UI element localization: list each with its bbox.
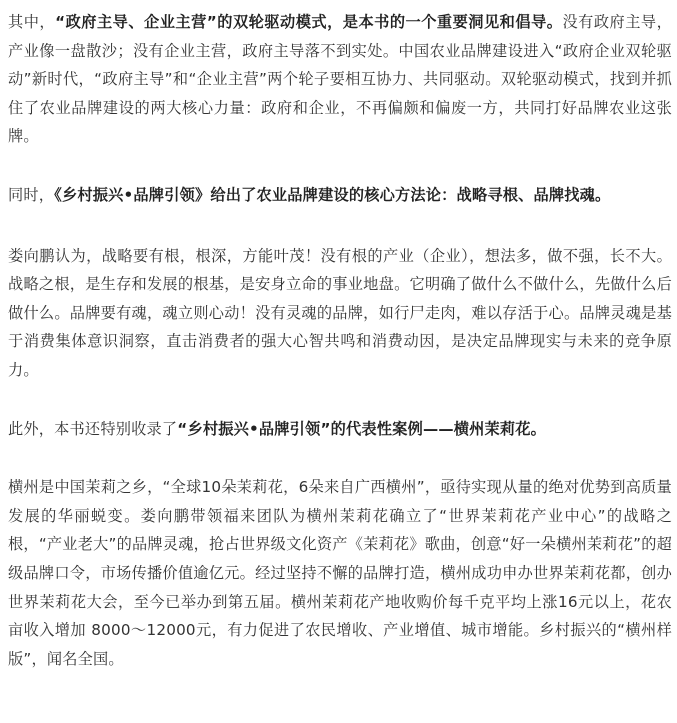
bold-highlight: 《乡村振兴•品牌引领》给出了农业品牌建设的核心方法论：战略寻根、品牌找魂。	[54, 185, 611, 204]
article-body	[8, 8, 672, 673]
paragraph-case-intro	[8, 415, 672, 444]
paragraph-text: 横州是中国茉莉之乡，“全球10朵茉莉花，6朵来自广西横州”，亟待实现从量的绝对优势到高质量发展的华丽蜕变。娄向鹏带领福来团队为横州茉莉花确立了“世界茉莉花产业中心”的战略之根，“产业老大”的品牌灵魂，抢占世界级文化资产《茉莉花》歌曲，创意“好一朵横州茉莉花”的超级品牌口令，市场传播价值逾亿元。经过坚持不懈的品牌打造，横州成功申办世界茉莉花都，创办世界茉莉花大会，至今已举办到第五届。横州茉莉花产地收购价每千克平均上涨16元以上，花农亩收入增加 8000～12000元，有力促进了农民增收、产业增值、城市增能。乡村振兴的“横州样版”，闻名全国。	[8, 478, 672, 668]
paragraph-prefix: 此外，本书还特别收录了	[8, 419, 178, 438]
paragraph-prefix: 其中，	[8, 13, 56, 31]
paragraph-prefix: 同时，	[8, 185, 55, 204]
paragraph-text: 没有政府主导，产业像一盘散沙；没有企业主营，政府主导落不到实处。中国农业品牌建设进入“政府企业双轮驱动”新时代，“政府主导”和“企业主营”两个轮子要相互协力、共同驱动。双轮驱动模式，找到并抓住了农业品牌建设的两大核心力量：政府和企业，不再偏颇和偏废一方，共同打好品牌农业这张牌。	[8, 13, 672, 146]
paragraph-methodology	[8, 181, 672, 210]
paragraph-hengzhou-case	[8, 473, 672, 673]
paragraph-dual-drive	[8, 8, 672, 151]
paragraph-text: 娄向鹏认为，战略要有根，根深，方能叶茂！没有根的产业（企业），想法多，做不强，长不大。战略之根，是生存和发展的根基，是安身立命的事业地盘。它明确了做什么不做什么，先做什么后做什么。品牌要有魂，魂立则心动！没有灵魂的品牌，如行尸走肉，难以存活于心。品牌灵魂是基于消费集体意识洞察，直击消费者的强大心智共鸣和消费动因，是决定品牌现实与未来的竞争原力。	[8, 246, 672, 379]
bold-highlight: “乡村振兴•品牌引领”的代表性案例——横州茉莉花。	[177, 419, 547, 438]
bold-highlight: “政府主导、企业主营”的双轮驱动模式，是本书的一个重要洞见和倡导。	[55, 13, 563, 31]
paragraph-strategy-root	[8, 242, 672, 385]
